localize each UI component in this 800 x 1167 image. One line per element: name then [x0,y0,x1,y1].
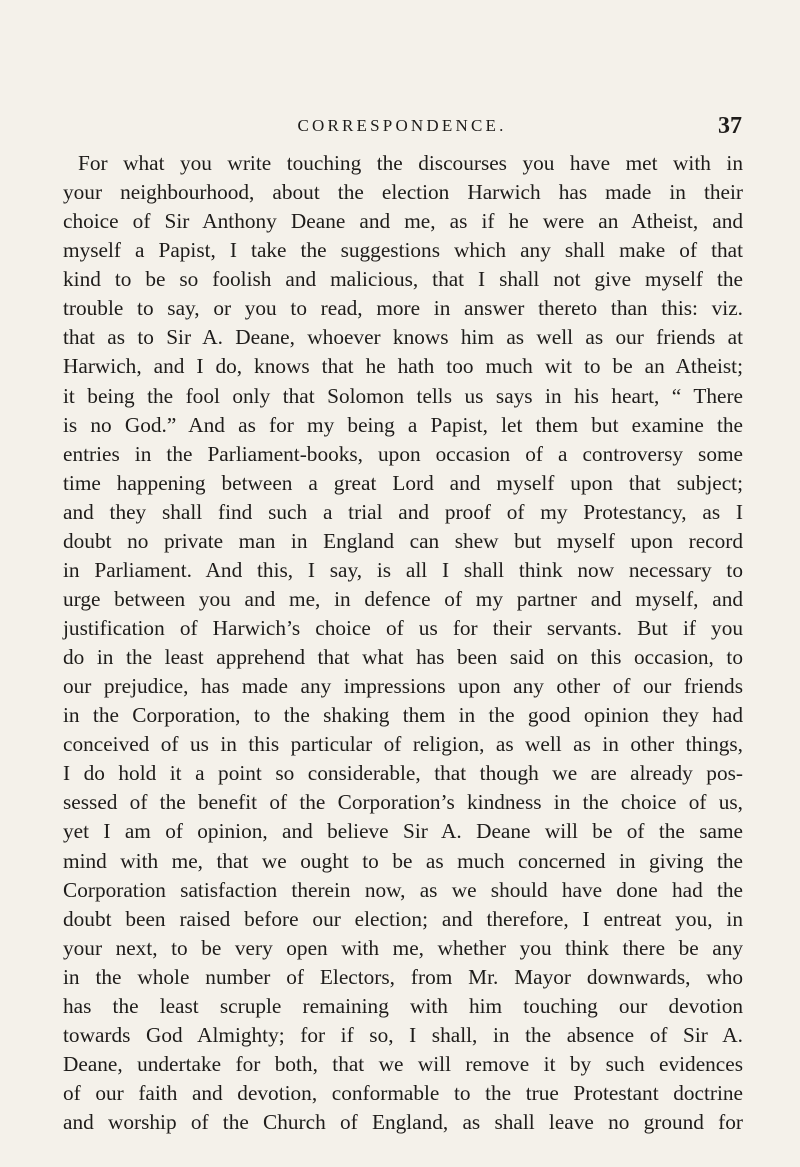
text-line: myself a Papist, I take the suggestions which any shall make of that [63,238,743,263]
text-line: Corporation satisfaction therein now, as we should have done had the [63,877,743,902]
text-line: and worship of the Church of England, as shall leave no ground for [63,1110,743,1135]
text-line: urge between you and me, in defence of my partner and myself, and [63,586,743,611]
text-line: For what you write touching the discourses you have met with in [78,151,743,175]
text-line: is no God.” And as for my being a Papist, let them but examine the [63,412,743,437]
text-line: yet I am of opinion, and believe Sir A. Deane will be of the same [63,819,743,844]
text-line: choice of Sir Anthony Deane and me, as if he were an Atheist, and [63,209,743,234]
text-line: justification of Harwich’s choice of us for their servants. But if you [63,616,743,640]
text-line: of our faith and devotion, conformable to the true Protestant doctrine [63,1081,743,1105]
text-line: towards God Almighty; for if so, I shall, in the absence of Sir A. [63,1022,743,1047]
page-number: 37 [718,113,742,139]
text-line: doubt no private man in England can shew but myself upon record [63,528,743,553]
text-line: Deane, undertake for both, that we will remove it by such evidences [63,1051,743,1076]
text-line: kind to be so foolish and malicious, that I shall not give myself the [63,267,743,292]
text-line: our prejudice, has made any impressions upon any other of our friends [63,674,743,699]
text-line: Harwich, and I do, knows that he hath too much wit to be an Atheist; [63,354,743,379]
text-line: in Parliament. And this, I say, is all I shall think now necessary to [63,557,743,582]
text-line: time happening between a great Lord and myself upon that subject; [63,470,743,495]
text-line: conceived of us in this particular of religion, as well as in other things, [63,732,743,757]
text-line: mind with me, that we ought to be as much concerned in giving the [63,848,743,873]
text-line: I do hold it a point so considerable, that though we are already pos- [63,761,743,786]
text-line: sessed of the benefit of the Corporation’s kindness in the choice of us, [63,790,743,815]
text-line: your next, to be very open with me, whether you think there be any [63,935,743,960]
text-line: doubt been raised before our election; and therefore, I entreat you, in [63,906,743,931]
text-line: entries in the Parliament-books, upon occasion of a controversy some [63,441,743,466]
letter-text-block [63,149,743,1137]
running-head [62,111,742,141]
text-line: it being the fool only that Solomon tells us says in his heart, “ There [63,383,743,408]
text-line: that as to Sir A. Deane, whoever knows him as well as our friends at [63,325,743,350]
text-line: in the whole number of Electors, from Mr. Mayor downwards, who [63,964,743,989]
text-line: trouble to say, or you to read, more in answer thereto than this: viz. [63,296,743,321]
running-header-title: CORRESPONDENCE. [297,116,507,135]
text-line: and they shall find such a trial and proof of my Protestancy, as I [63,499,743,524]
text-line: your neighbourhood, about the election Harwich has made in their [63,180,743,205]
text-line: has the least scruple remaining with him touching our devotion [63,993,743,1018]
text-line: in the Corporation, to the shaking them in the good opinion they had [63,703,743,728]
text-line: do in the least apprehend that what has been said on this occasion, to [63,645,743,670]
